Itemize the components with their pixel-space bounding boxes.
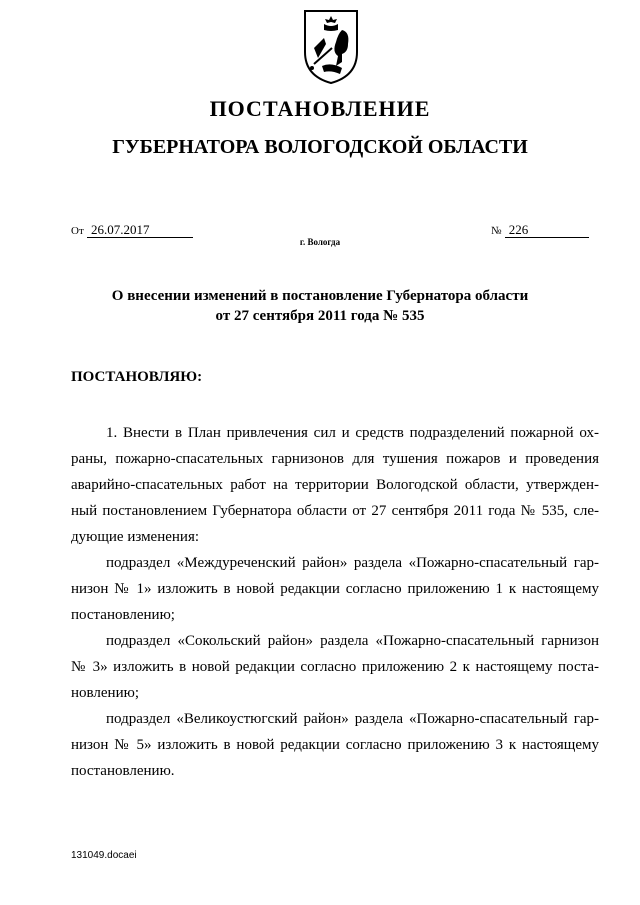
body-line: дующие изменения: xyxy=(71,529,200,545)
date-value: 26.07.2017 xyxy=(87,223,193,238)
body-line: низон № 1» изложить в новой редакции согласно приложению 1 к настоящему xyxy=(71,581,599,597)
body-line: новлению; xyxy=(71,685,139,701)
date-prefix: От xyxy=(71,225,84,237)
subject-line-2: от 27 сентября 2011 года № 535 xyxy=(215,308,425,324)
body-line: постановлению. xyxy=(71,763,175,779)
subject-line-1: О внесении изменений в постановление Губернатора области xyxy=(111,288,529,304)
body-line: подраздел «Сокольский район» раздела «Пожарно-спасательный гарнизон xyxy=(106,633,599,649)
body-line: ный постановлением Губернатора области от 27 сентября 2011 года № 535, сле- xyxy=(71,503,599,519)
coat-of-arms-icon xyxy=(302,8,360,86)
body-line: раны, пожарно-спасательных гарнизонов для тушения пожаров и проведения xyxy=(71,451,599,467)
resolution-heading: ПОСТАНОВЛЯЮ: xyxy=(71,369,203,385)
document-number xyxy=(491,222,589,238)
city-label: г. Вологда xyxy=(299,237,341,247)
number-value: 226 xyxy=(505,223,589,238)
body-line: аварийно-спасательных работ на территории Вологодской области, утвержден- xyxy=(71,477,599,493)
body-line: 1. Внести в План привлечения сил и средств подразделений пожарной ох- xyxy=(106,425,599,441)
document-title: ПОСТАНОВЛЕНИЕ xyxy=(209,96,431,121)
body-line: постановлению; xyxy=(71,607,175,623)
number-prefix: № xyxy=(491,225,502,237)
file-reference: 131049.docaei xyxy=(71,850,137,861)
body-line: № 3» изложить в новой редакции согласно приложению 2 к настоящему поста- xyxy=(71,659,599,675)
document-subject xyxy=(0,286,640,326)
document-date xyxy=(71,222,193,238)
body-line: подраздел «Великоустюгский район» раздела «Пожарно-спасательный гар- xyxy=(106,711,599,727)
body-line: подраздел «Междуреченский район» раздела «Пожарно-спасательный гар- xyxy=(106,555,599,571)
document-issuer: ГУБЕРНАТОРА ВОЛОГОДСКОЙ ОБЛАСТИ xyxy=(112,136,528,158)
body-line: низон № 5» изложить в новой редакции согласно приложению 3 к настоящему xyxy=(71,737,599,753)
